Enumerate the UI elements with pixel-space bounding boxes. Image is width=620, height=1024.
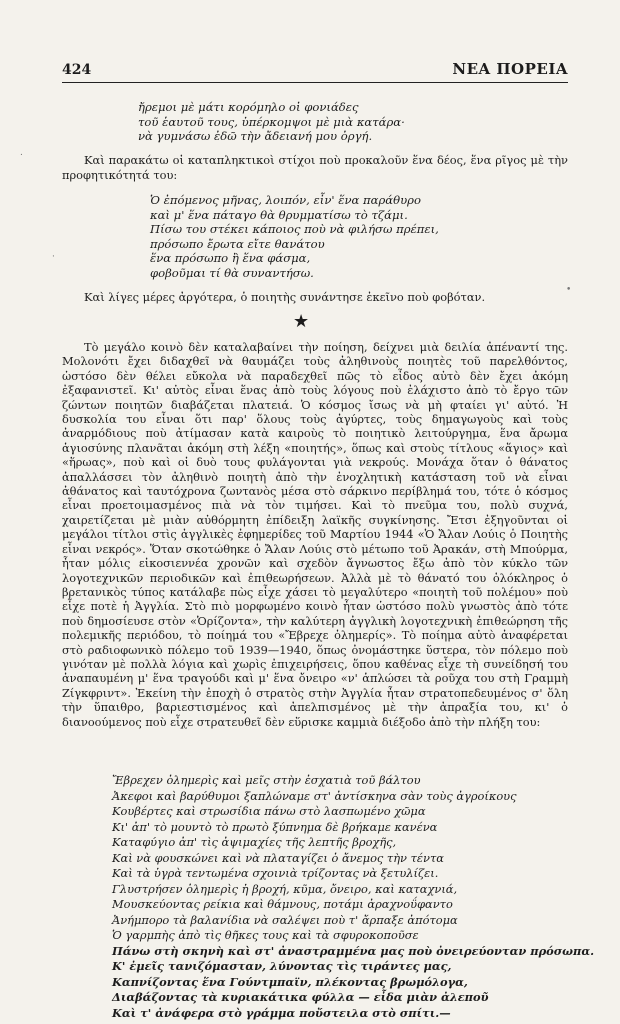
verse-line: Ὁ ἐπόμενος μῆνας, λοιπόν, εἶν' ἕνα παράθυρο [150,193,421,207]
verse-line: Καὶ νὰ φουσκώνει καὶ νὰ πλαταγίζει ὁ ἄνεμος τὴν τέντα [112,850,444,865]
verse-line: Καὶ τ' ἀνάφερα στὸ γράμμα ποὔστειλα στὸ σπίτι.— [112,1005,451,1020]
verse-line: Κ' ἐμεῖς τανιζόμασταν, λύνοντας τὶς τιράντες μας, [112,959,452,973]
paragraph-text: Καὶ παρακάτω οἱ καταπληκτικοὶ στίχοι ποὺ προκαλοῦν ἕνα δέος, ἕνα ρῖγος μὲ τὴν προφητικότητά του: [62,153,568,182]
journal-title: ΝΕΑ ΠΟΡΕΙΑ [452,60,568,78]
poem-excerpt-1 [138,100,405,144]
verse-line: Καπνίζοντας ἕνα Γούντμπαϊν, πλέκοντας βρωμόλογα, [112,974,468,989]
paragraph-main [62,340,568,729]
verse-line: πρόσωπο ἔρωτα εἴτε θανάτου [150,236,325,251]
verse-line: Γλυστρήσεν ὁλημερὶς ἡ βροχή, κῦμα, ὄνειρο, καὶ καταχνιά, [112,881,458,896]
verse-line: Κουβέρτες καὶ στρωσίδια πάνω στὸ λασπωμένο χῶμα [112,804,426,818]
verse-line: Διαβάζοντας τὰ κυριακάτικα φύλλα — εἶδα μιὰν ἀλεποῦ [112,990,489,1004]
verse-line: ἤρεμοι μὲ μάτι κορόμηλο οἱ φονιάδες [138,100,359,114]
paragraph-encounter [62,290,568,305]
poem-excerpt-3 [112,773,594,1021]
verse-line: Καὶ τὰ ὑγρὰ τεντωμένα σχοινιὰ τρίζοντας νὰ ξετυλίζει. [112,866,439,880]
running-head [62,60,568,83]
paragraph-text: Καὶ λίγες μέρες ἀργότερα, ὁ ποιητὴς συνάντησε ἐκεῖνο ποὺ φοβόταν. [84,290,486,304]
section-divider-star: ★ [293,311,310,332]
verse-line: τοῦ ἑαυτοῦ τους, ὑπέρκομψοι μὲ μιὰ κατάρα· [138,114,405,129]
verse-line: νὰ γυμνάσω ἐδῶ τὴν ἄδειανή μου ὀργή. [138,129,373,144]
verse-line: Κι' ἀπ' τὸ μουντὸ τὸ πρωτὸ ξύπνημα δὲ βρήκαμε κανένα [112,819,438,834]
verse-line: Ὁ γαρμπὴς ἀπὸ τὶς θῆκες τους καὶ τὰ σφυροκοποῦσε [112,928,419,942]
page-number: 424 [62,62,92,78]
verse-line: Πίσω του στέκει κάποιος ποὺ νὰ φιλήσω πρέπει, [150,222,439,237]
verse-line: ἕνα πρόσωπο ἢ ἕνα φάσμα, [150,251,311,266]
poem-excerpt-2 [150,193,439,281]
margin-speck: · [52,252,55,262]
verse-line: Καταφύγιο ἀπ' τὶς ἀψιμαχίες τῆς λεπτῆς βροχῆς, [112,835,397,849]
verse-line: Ἔβρεχεν ὁλημερὶς καὶ μεῖς στὴν ἐσχατιὰ τοῦ βάλτου [112,773,421,787]
verse-line: φοβοῦμαι τί θὰ συναντήσω. [150,265,314,280]
verse-line: καὶ μ' ἕνα πάταγο θὰ θρυμματίσω τὸ τζάμι. [150,207,408,222]
paragraph-intro [62,153,568,182]
margin-speck: . [20,148,23,158]
verse-line: Μουσκεύοντας ρείκια καὶ θάμνους, ποτάμι ἀραχνοΰφαντο [112,897,453,911]
verse-line: Ἀκεφοι καὶ βαρύθυμοι ξαπλώναμε στ' ἀντίσκηνα σὰν τοὺς ἀγροίκους [112,788,517,803]
verse-line: Ἀνήμπορο τὰ βαλανίδια νὰ σαλέψει ποὺ τ' ἄρπαξε ἀπότομα [112,912,458,927]
paragraph-text: Τὸ μεγάλο κοινὸ δὲν καταλαβαίνει τὴν ποίηση, δείχνει μιὰ δειλία ἀπέναντί της. Μολονότι ἔχει διδαχθεῖ νὰ θαυμάζει τοὺς ἀληθινοὺς ποιητὲς τοῦ παρελθόντος, ὡστόσο δὲν θέλει εὔκολα νὰ παραδεχθεῖ πῶς τὸ εἶδος αὐτὸ δὲν ἔχει ἀκόμη ἐξαφανιστεῖ. Κι' αὐτὸς εἶναι ἕνας ἀπὸ τοὺς λόγους ποὺ ἐλάχιστο ἀπὸ τὸ ἔργο τῶν ζώντων ποιητῶν διαβάζεται πλατειά. Ὁ κόσμος ἴσως νὰ μὴ φταίει γι' αὐτό. Ἡ δυσκολία του εἶναι ὅτι παρ' ὅλους τοὺς ἀγύρτες, τοὺς δημαγωγοὺς καὶ τοὺς ἀναρμόδιους ποὺ ἀτίμασαν κατὰ καιροὺς τὸ ποιητικὸ λειτούργημα, ἕνα ἄρωμα ἁγιοσύνης πλανᾶται ἀκόμη στὴ λέξη «ποιητής», ὅπως καὶ στοὺς τίτλους «ἅγιος» καὶ «ἥρωας», ποὺ καὶ οἱ δυὸ τους φυλάγονται γιὰ νεκρούς. Μονάχα ὅταν ὁ θάνατος ἀπαλλάσσει τὸν ἀληθινὸ ποιητὴ ἀπὸ τὴν ἐνοχλητικὴ κατάσταση τοῦ νὰ εἶναι ἀθάνατος καὶ ταυτόχρονα ζωντανὸς μέσα στὸ σάρκινο περίβλημά του, τότε ὁ κόσμος εἶναι προετοιμασμένος πιὰ νὰ τὸν τιμήσει. Καὶ τὸ πνεῦμα του, πολὺ συχνά, χαιρετίζεται μὲ μιὰν αὐθόρμητη ἐπίδειξη λαϊκῆς συγκίνησης. Ἔτσι ἐξηγοῦνται οἱ μεγάλοι τίτλοι στὶς ἀγγλικὲς ἐφημερίδες τοῦ Μαρτίου 1944 «Ὁ Ἄλαν Λούις ὁ Ποιητὴς εἶναι νεκρός». Ὅταν σκοτώθηκε ὁ Ἄλαν Λούις στὸ μέτωπο τοῦ Ἀρακάν, στὴ Μπούρμα, ἦταν μόλις εἰκοσιεννέα χρονῶν καὶ σχεδὸν ἄγνωστος ἔξω ἀπὸ τὸν κύκλο τῶν λογοτεχνικῶν περιοδικῶν καὶ ἐπιθεωρήσεων. Ἀλλὰ μὲ τὸ θάνατό του ὁλόκληρος ὁ βρετανικὸς τύπος κατάλαβε πὼς εἶχε χάσει τὸ μεγαλύτερο «ποιητὴ τοῦ πολέμου» ποὺ εἶχε ποτὲ ἡ Ἀγγλία. Στὸ πιὸ μορφωμένο κοινὸ ἦταν ὡστόσο πολὺ γνωστὸς ἀπὸ τότε ποὺ δημοσίευσε στὸν «Ὁρίζοντα», τὴν καλύτερη ἀγγλικὴ λογοτεχνικὴ ἐπιθεώρηση τῆς πολεμικῆς περιόδου, τὸ ποίημά του «Ἔβρεχε ὁλημερίς». Τὸ ποίημα αὐτὸ ἀναφέρεται στὸ ραδιοφωνικὸ πόλεμο τοῦ 1939—1940, ὅπως ὀνομάστηκε ὕστερα, τὸν πόλεμο ποὺ γινόταν μὲ πολλὰ λόγια καὶ χωρὶς ἐπιχειρήσεις, ὅπου καθένας εἶχε τὴ συνείδησή του ἀναπαυμένη μ' ἕνα τραγούδι καὶ μ' ἕνα ὄνειρο «ν' ἁπλώσει τὰ ροῦχα του στὴ Γραμμὴ Ζίγκφριντ». Ἐκείνη τὴν ἐποχὴ ὁ στρατὸς στὴν Ἀγγλία ἦταν στρατοπεδευμένος σ' ὅλη τὴν ὕπαιθρο, βαριεστισμένος καὶ ἀπελπισμένος μὲ τὴν ἀπραξία του, κι' ὁ διανοούμενος ποὺ εἶχε στρατευθεῖ δὲν εὕρισκε καμμιὰ διέξοδο ἀπὸ τὴν πλήξη του: [62,340,568,729]
verse-line: Πάνω στὴ σκηνὴ καὶ στ' ἀναστραμμένα μας ποὺ ὀνειρεύονταν πρόσωπα. [112,943,595,958]
margin-speck: • [566,285,572,295]
